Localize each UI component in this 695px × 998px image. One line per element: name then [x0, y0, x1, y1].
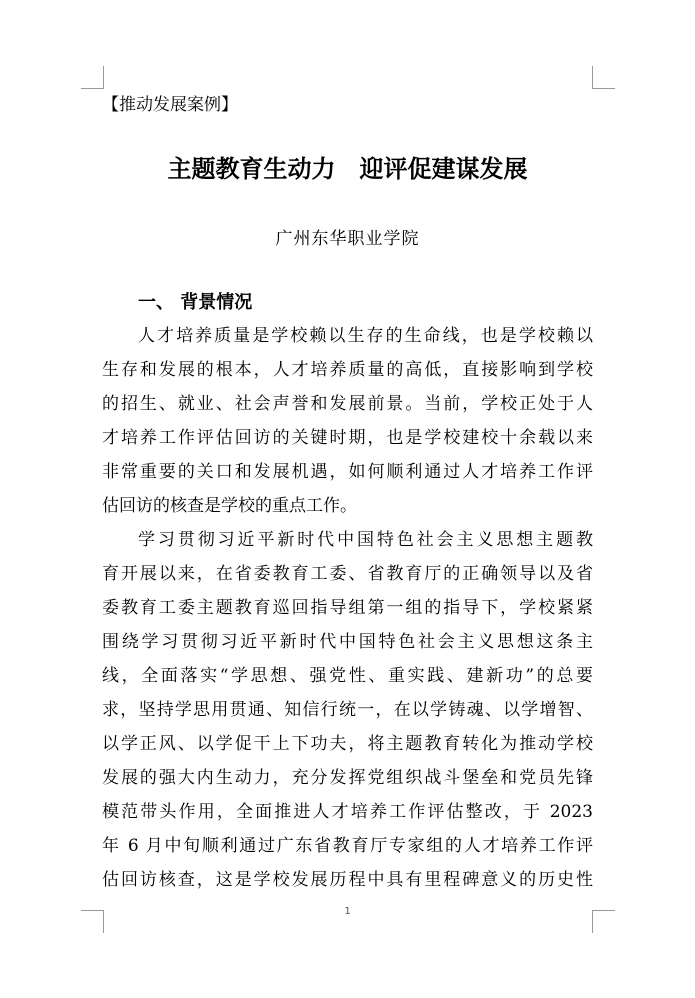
paragraph-line: 年 6 月中旬顺利通过广东省教育厅专家组的人才培养工作评	[102, 836, 593, 856]
paragraph-line: 学习贯彻习近平新时代中国特色社会主义思想主题教	[138, 530, 593, 550]
paragraph-line: 围绕学习贯彻习近平新时代中国特色社会主义思想这条主	[102, 632, 593, 652]
section-heading: 一、 背景情况	[138, 292, 253, 313]
paragraph-line: 生存和发展的根本，人才培养质量的高低，直接影响到学校	[102, 360, 593, 380]
paragraph-line: 估回访的核查是学校的重点工作。	[102, 496, 357, 516]
crop-mark-top-left	[81, 66, 104, 89]
crop-mark-top-right	[592, 66, 615, 89]
paragraph-line: 才培养工作评估回访的关键时期，也是学校建校十余载以来	[102, 428, 593, 448]
paragraph-line: 以学正风、以学促干上下功夫，将主题教育转化为推动学校	[102, 734, 593, 754]
paragraph-line: 线，全面落实“学思想、强党性、重实践、建新功”的总要	[102, 666, 593, 686]
paragraph-line: 发展的强大内生动力，充分发挥党组织战斗堡垒和党员先锋	[102, 768, 593, 788]
paragraph-line: 的招生、就业、社会声誉和发展前景。当前，学校正处于人	[102, 394, 593, 414]
document-title: 主题教育生动力 迎评促建谋发展	[167, 154, 528, 183]
paragraph-line: 委教育工委主题教育巡回指导组第一组的指导下，学校紧紧	[102, 598, 593, 618]
page-number: 1	[344, 906, 351, 917]
paragraph-line: 育开展以来，在省委教育工委、省教育厅的正确领导以及省	[102, 564, 593, 584]
case-tag: 【推动发展案例】	[102, 95, 238, 115]
paragraph-line: 求，坚持学思用贯通、知信行统一，在以学铸魂、以学增智、	[102, 700, 593, 720]
paragraph-line: 人才培养质量是学校赖以生存的生命线，也是学校赖以	[138, 326, 593, 346]
paragraph-line: 估回访核查，这是学校发展历程中具有里程碑意义的历史性	[102, 870, 593, 890]
author-institution: 广州东华职业学院	[275, 229, 420, 249]
paragraph-line: 非常重要的关口和发展机遇，如何顺利通过人才培养工作评	[102, 462, 593, 482]
paragraph-line: 模范带头作用，全面推进人才培养工作评估整改，于 2023	[102, 802, 593, 822]
